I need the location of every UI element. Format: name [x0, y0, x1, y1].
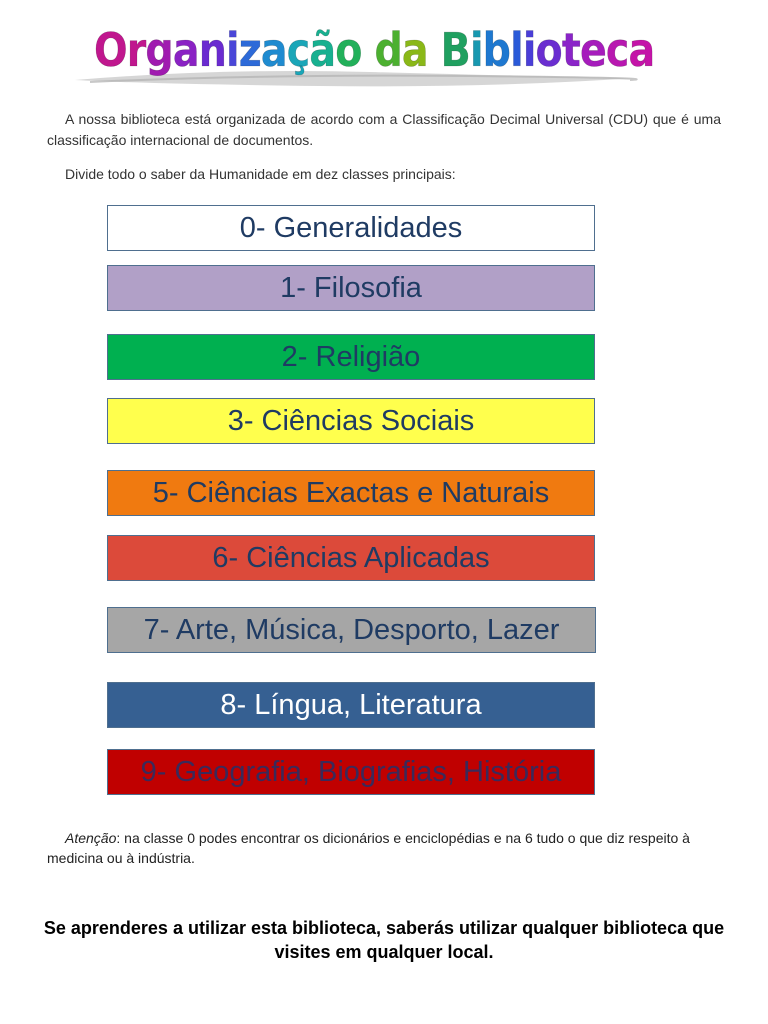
title-letter: B [440, 23, 470, 77]
class-box-3 [107, 398, 595, 444]
title-letter [428, 23, 441, 77]
title-letter: t [561, 23, 580, 77]
title-letter: c [605, 23, 629, 77]
title-letter: z [238, 23, 261, 77]
title-letter: ã [309, 23, 336, 77]
title-letter: i [226, 23, 239, 77]
class-box-8 [107, 682, 595, 728]
intro-paragraph-2: Divide todo o saber da Humanidade em dez classes principais: [65, 166, 456, 182]
title-letter: i [522, 23, 536, 77]
class-box-5 [107, 470, 595, 516]
page-title [94, 20, 654, 80]
class-label: 8- Língua, Literatura [220, 688, 482, 721]
title-letter [362, 23, 375, 77]
title-letter: b [482, 23, 511, 77]
intro-paragraph-1: A nossa biblioteca está organizada de acordo com a Classificação Decimal Universal (CDU) que é uma classificação internacional de documentos. [47, 111, 721, 148]
title-letter: a [172, 23, 199, 77]
title-letter: i [469, 23, 483, 77]
class-box-6 [107, 535, 595, 581]
title-letter: ç [286, 23, 310, 77]
class-box-0 [107, 205, 595, 251]
title-letter: o [335, 23, 362, 77]
class-box-1 [107, 265, 595, 311]
title-letter: a [260, 23, 287, 77]
title-letter: a [628, 23, 655, 77]
attention-note [47, 828, 721, 868]
title-letter: d [374, 23, 402, 77]
class-label: 2- Religião [281, 340, 421, 373]
title-letter: g [145, 23, 173, 77]
title-letter: l [510, 23, 523, 77]
class-label: 0- Generalidades [239, 211, 463, 244]
class-box-2 [107, 334, 595, 380]
class-label: 9- Geografia, Biografias, História [140, 755, 562, 788]
class-label: 1- Filosofia [280, 271, 422, 304]
title-letter: e [579, 23, 606, 77]
attention-label: Atenção [65, 830, 117, 846]
class-label: 6- Ciências Aplicadas [212, 541, 490, 574]
title-letter: o [535, 23, 562, 77]
class-label: 3- Ciências Sociais [227, 404, 475, 437]
title-letter: r [126, 23, 146, 77]
title-letter: O [94, 23, 127, 77]
title-letter: n [198, 23, 227, 77]
class-label: 5- Ciências Exactas e Naturais [152, 476, 550, 509]
class-box-9 [107, 749, 595, 795]
class-label: 7- Arte, Música, Desporto, Lazer [143, 613, 560, 646]
attention-text: : na classe 0 podes encontrar os dicionários e enciclopédias e na 6 tudo o que diz respeito à medicina ou à indústria. [47, 830, 690, 866]
closing-statement: Se aprenderes a utilizar esta biblioteca, saberás utilizar qualquer biblioteca que visites em qualquer local. [43, 918, 725, 962]
title-banner [70, 18, 655, 88]
class-box-7 [107, 607, 596, 653]
title-letter: a [401, 23, 428, 77]
